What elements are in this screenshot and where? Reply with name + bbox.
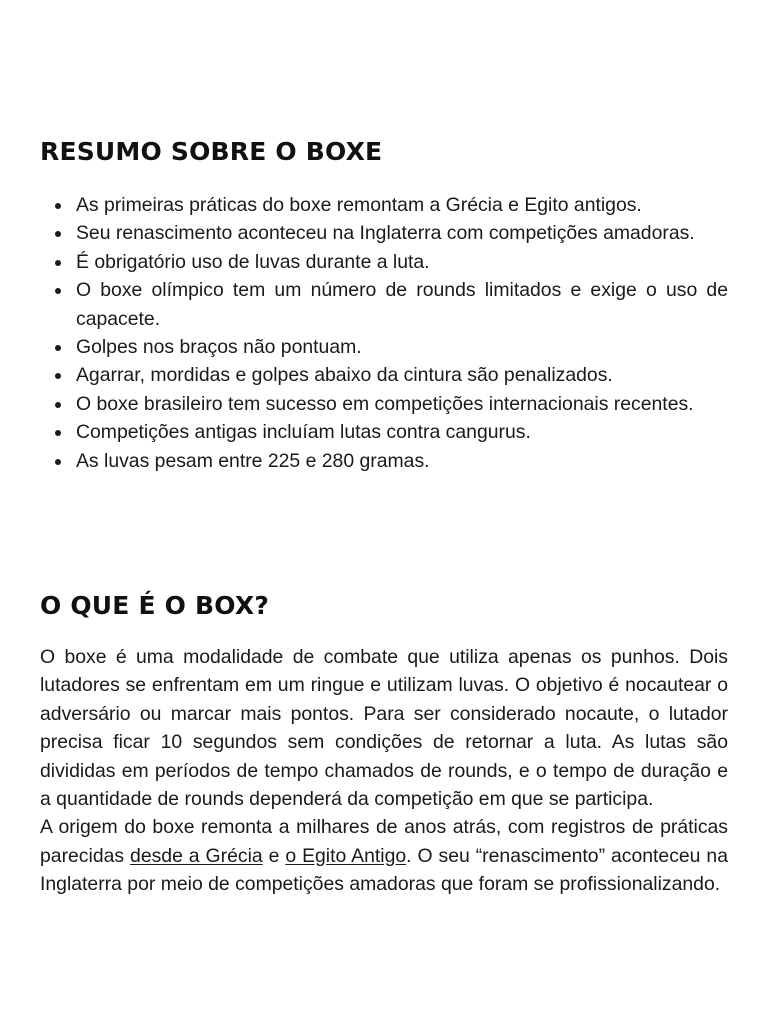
what-is-heading: O QUE É O BOX? xyxy=(40,591,270,620)
list-item: As luvas pesam entre 225 e 280 gramas. xyxy=(76,447,728,475)
paragraph-text: . O seu “renascimento” aconteceu na Inglaterra por meio de competições amadoras que foram se profissionalizando. xyxy=(40,844,728,896)
link-ancient-egypt[interactable]: o Egito Antigo xyxy=(285,844,407,867)
list-item: As primeiras práticas do boxe remontam a Grécia e Egito antigos. xyxy=(76,191,728,219)
link-greece[interactable]: desde a Grécia xyxy=(130,844,263,867)
what-is-body xyxy=(40,643,728,899)
list-item: Golpes nos braços não pontuam. xyxy=(76,333,728,361)
list-item: Seu renascimento aconteceu na Inglaterra com competições amadoras. xyxy=(76,219,728,247)
paragraph: O boxe é uma modalidade de combate que utiliza apenas os punhos. Dois lutadores se enfrentam em um ringue e utilizam luvas. O objetivo é nocautear o adversário ou marcar mais pontos. Para ser considerado nocaute, o lutador precisa ficar 10 segundos sem condições de retornar a luta. As lutas são divididas em períodos de tempo chamados de rounds, e o tempo de duração e a quantidade de rounds dependerá da competição em que se participa. xyxy=(40,646,728,811)
summary-heading: RESUMO SOBRE O BOXE xyxy=(40,137,383,166)
list-item: Competições antigas incluíam lutas contra cangurus. xyxy=(76,418,728,446)
list-item: O boxe brasileiro tem sucesso em competições internacionais recentes. xyxy=(76,390,728,418)
paragraph-text: e xyxy=(262,844,286,867)
list-item: O boxe olímpico tem um número de rounds limitados e exige o uso de capacete. xyxy=(76,276,728,333)
paragraph-text: A origem do boxe remonta a milhares de anos atrás, com registros de práticas parecidas xyxy=(40,816,728,867)
paragraph xyxy=(40,813,728,898)
list-item: Agarrar, mordidas e golpes abaixo da cintura são penalizados. xyxy=(76,361,728,389)
summary-list xyxy=(40,191,728,475)
list-item: É obrigatório uso de luvas durante a luta. xyxy=(76,248,728,276)
